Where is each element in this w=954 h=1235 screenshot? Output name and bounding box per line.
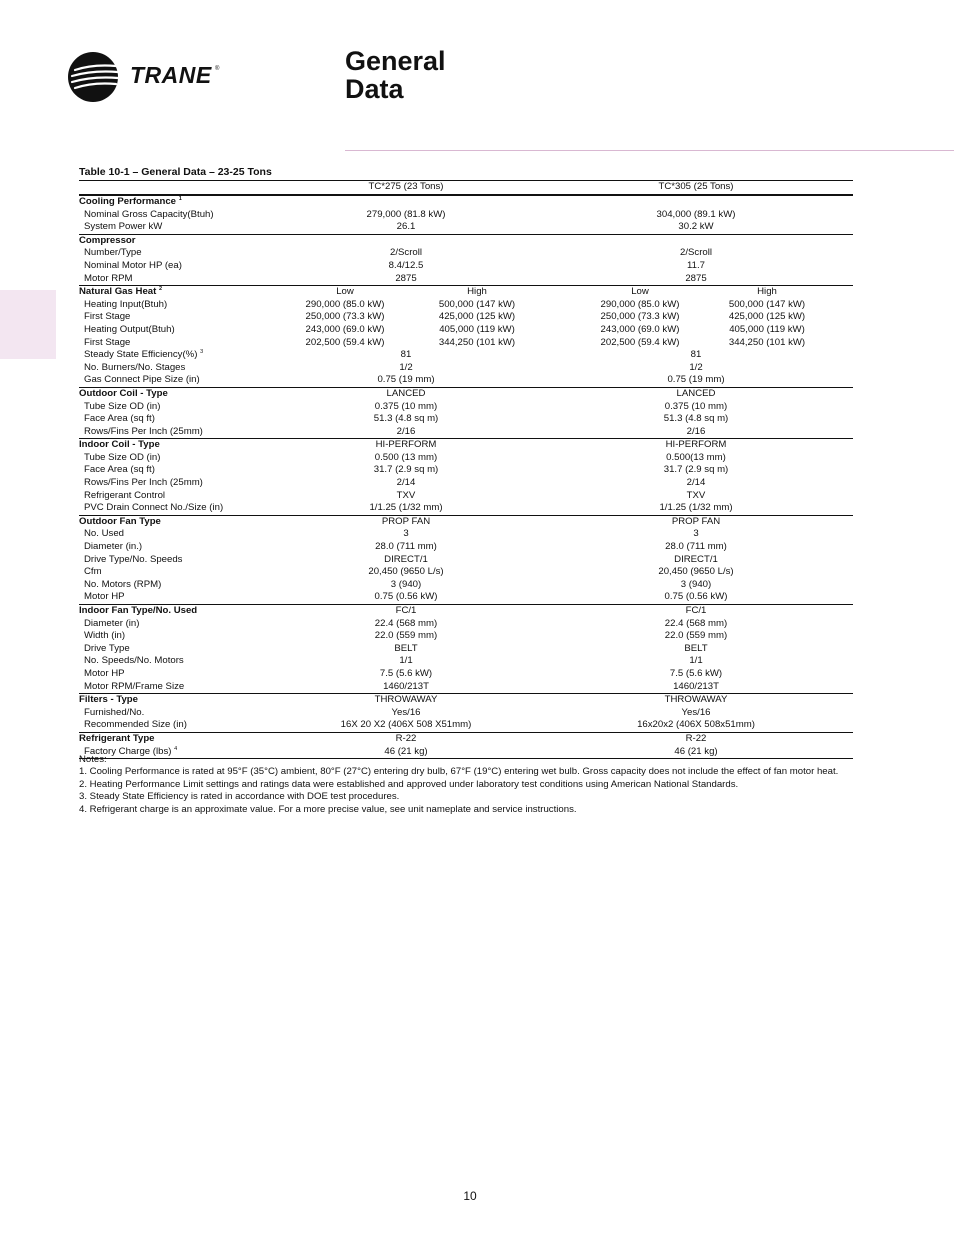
value-tc275-low: 202,500 (59.4 kW) [305, 336, 385, 348]
notes-heading: Notes: [79, 754, 107, 765]
row-label: Compressor [79, 234, 136, 246]
note-item-3: 3. Steady State Efficiency is rated in accordance with DOE test procedures. [79, 791, 400, 803]
value-tc275: 0.375 (10 mm) [374, 400, 438, 412]
value-tc305: 7.5 (5.6 kW) [669, 667, 723, 679]
value-tc275: 46 (21 kg) [384, 745, 428, 757]
value-tc275: 81 [400, 349, 412, 361]
table-row [79, 618, 853, 631]
table-row [79, 643, 853, 656]
value-tc305: 3 (940) [680, 578, 712, 590]
value-tc275: BELT [394, 642, 418, 654]
brand-name: TRANE [130, 62, 212, 88]
value-tc275: TXV [396, 489, 416, 501]
table-row [79, 209, 853, 222]
row-label: Motor HP [84, 667, 125, 679]
table-row [79, 247, 853, 260]
value-tc305: 30.2 kW [678, 221, 714, 233]
value-tc275-high: 500,000 (147 kW) [438, 298, 516, 310]
value-tc305: 1/1.25 (1/32 mm) [659, 502, 733, 514]
row-label: No. Speeds/No. Motors [84, 655, 184, 667]
table-row [79, 668, 853, 681]
note-item-2: 2. Heating Performance Limit settings and ratings data were established and approved under laboratory test conditions using American National Standards. [79, 778, 739, 790]
value-tc275: HI-PERFORM [375, 439, 437, 451]
row-label: Outdoor Fan Type [79, 515, 161, 527]
value-tc275: 26.1 [396, 221, 416, 233]
value-tc305: 51.3 (4.8 sq m) [663, 413, 729, 425]
section-side-tab [0, 290, 56, 359]
value-tc275: 51.3 (4.8 sq m) [373, 413, 439, 425]
table-title: Table 10-1 – General Data – 23-25 Tons [79, 166, 272, 178]
row-label: Nominal Gross Capacity(Btuh) [84, 208, 214, 220]
value-tc305: 0.375 (10 mm) [664, 400, 728, 412]
row-label: Heating Output(Btuh) [84, 323, 175, 335]
value-tc275: 1/1.25 (1/32 mm) [369, 502, 443, 514]
value-tc305: R-22 [685, 732, 707, 744]
table-row [79, 260, 853, 273]
row-label-wrap [79, 196, 182, 209]
value-tc305: HI-PERFORM [665, 439, 727, 451]
row-label: Furnished/No. [84, 706, 145, 718]
row-label: Cooling Performance [79, 196, 177, 207]
row-label: Refrigerant Control [84, 489, 166, 501]
table-row [79, 541, 853, 554]
footnote-ref: 3 [200, 349, 204, 356]
table-row [79, 566, 853, 579]
row-label: Motor RPM [84, 272, 133, 284]
value-tc305: THROWAWAY [664, 694, 728, 706]
value-tc275: FC/1 [395, 605, 417, 616]
value-tc305: 3 [693, 528, 699, 540]
value-tc305: 2875 [685, 272, 707, 284]
table-row [79, 630, 853, 643]
value-tc305: 1/1 [689, 655, 703, 667]
value-tc305: BELT [684, 642, 708, 654]
row-label: Factory Charge (lbs) [84, 745, 172, 757]
row-label: Natural Gas Heat [79, 286, 157, 298]
table-row [79, 349, 853, 362]
row-label: Indoor Fan Type/No. Used [79, 605, 198, 616]
table-row [79, 554, 853, 567]
table-row [79, 579, 853, 592]
value-tc305: 11.7 [687, 259, 705, 271]
value-tc305: 2/16 [686, 425, 706, 437]
row-label: Width (in) [84, 630, 126, 642]
table-row [79, 707, 853, 720]
value-tc305: 1460/213T [673, 680, 719, 692]
value-tc275: 279,000 (81.8 kW) [366, 208, 446, 220]
page-title [345, 47, 446, 103]
table-row [79, 221, 853, 234]
row-label: Filters - Type [79, 694, 138, 706]
table-row [79, 502, 853, 515]
row-label: No. Burners/No. Stages [84, 361, 186, 373]
table-section-row [79, 387, 853, 401]
value-tc275: 1460/213T [383, 680, 429, 692]
value-tc305: PROP FAN [671, 515, 721, 527]
footnote-ref: 4 [174, 745, 178, 752]
table-row [79, 413, 853, 426]
table-row [79, 299, 853, 312]
row-label: Tube Size OD (in) [84, 451, 161, 463]
value-tc305-high: 425,000 (125 kW) [728, 311, 806, 323]
row-label-wrap [79, 286, 162, 299]
value-tc275-high: 344,250 (101 kW) [438, 336, 516, 348]
value-tc275: R-22 [395, 732, 417, 744]
table-row [79, 362, 853, 375]
row-label: Recommended Size (in) [84, 719, 187, 731]
table-section-row [79, 438, 853, 452]
value-tc275: 0.75 (19 mm) [377, 374, 435, 386]
value-tc275: 0.75 (0.56 kW) [374, 591, 438, 603]
table-section-row [79, 693, 853, 707]
value-tc275: 2/16 [396, 425, 416, 437]
brand-registered-mark: ® [215, 66, 220, 72]
value-tc275: 2875 [395, 272, 417, 284]
row-label: System Power kW [84, 221, 163, 233]
table-section-row [79, 285, 853, 299]
note-item-1: 1. Cooling Performance is rated at 95°F (35°C) ambient, 80°F (27°C) entering dry bulb, 67°F (19°C) entering wet bulb. Gross capacity does not include the effect of fan motor heat. [79, 766, 839, 778]
row-label: Steady State Efficiency(%) [84, 349, 198, 361]
row-label: Cfm [84, 566, 102, 578]
value-tc275: 7.5 (5.6 kW) [379, 667, 433, 679]
page-title-line-1: General [345, 46, 446, 76]
value-tc305-low: 250,000 (73.3 kW) [600, 311, 680, 323]
table-row [79, 490, 853, 503]
row-label: Outdoor Coil - Type [79, 387, 168, 399]
table-row [79, 528, 853, 541]
notes-section [79, 754, 854, 816]
column-header-tc305: TC*305 (25 Tons) [658, 181, 734, 192]
table-row [79, 337, 853, 350]
row-label: Refrigerant Type [79, 732, 155, 744]
row-label: PVC Drain Connect No./Size (in) [84, 502, 224, 514]
value-tc275: 0.500 (13 mm) [374, 451, 438, 463]
value-tc305: 28.0 (711 mm) [665, 541, 727, 553]
value-tc305: Yes/16 [681, 706, 711, 718]
row-label: Motor RPM/Frame Size [84, 680, 185, 692]
value-tc305-low: 243,000 (69.0 kW) [600, 323, 680, 335]
row-label: Diameter (in) [84, 617, 140, 629]
table-section-row [79, 515, 853, 529]
value-tc305: 0.75 (19 mm) [667, 374, 725, 386]
footnote-ref: 1 [178, 196, 182, 202]
value-tc275: 31.7 (2.9 sq m) [373, 464, 439, 476]
row-label: Tube Size OD (in) [84, 400, 161, 412]
value-tc275: 22.4 (568 mm) [374, 617, 438, 629]
value-tc275-high: High [467, 286, 487, 298]
value-tc305: 0.75 (0.56 kW) [664, 591, 728, 603]
table-row [79, 655, 853, 668]
value-tc305-low: 290,000 (85.0 kW) [600, 298, 680, 310]
value-tc305-low: Low [631, 286, 649, 298]
value-tc275: 2/Scroll [390, 247, 422, 259]
value-tc275: Yes/16 [391, 706, 421, 718]
value-tc305-high: 344,250 (101 kW) [728, 336, 806, 348]
value-tc275-high: 405,000 (119 kW) [439, 323, 515, 335]
table-section-row [79, 195, 853, 209]
table-row [79, 426, 853, 439]
value-tc305: 31.7 (2.9 sq m) [663, 464, 729, 476]
row-label: Nominal Motor HP (ea) [84, 259, 182, 271]
row-label: Indoor Coil - Type [79, 439, 160, 451]
footnote-ref: 2 [158, 286, 163, 293]
table-row [79, 273, 853, 286]
value-tc305: 81 [690, 349, 702, 361]
table-header-row [79, 180, 853, 195]
value-tc275: 3 (940) [390, 578, 422, 590]
table-row [79, 374, 853, 387]
table-row [79, 681, 853, 694]
value-tc305: 0.500(13 mm) [666, 451, 726, 463]
table-row [79, 452, 853, 465]
row-label: Face Area (sq ft) [84, 413, 155, 425]
value-tc305-high: High [757, 286, 777, 298]
row-label: Drive Type/No. Speeds [84, 553, 183, 565]
value-tc275: LANCED [386, 387, 426, 399]
value-tc305: TXV [686, 489, 706, 501]
table-row [79, 591, 853, 604]
row-label: No. Used [84, 528, 124, 540]
value-tc275: 2/14 [396, 477, 416, 489]
value-tc275: 3 [403, 528, 409, 540]
value-tc275: PROP FAN [381, 515, 431, 527]
column-header-tc275: TC*275 (23 Tons) [368, 181, 444, 192]
page-title-line-2: Data [345, 74, 404, 104]
table-section-row [79, 234, 853, 248]
row-label: Heating Input(Btuh) [84, 298, 168, 310]
value-tc275: 8.4/12.5 [388, 259, 424, 271]
value-tc275: 16X 20 X2 (406X 508 X51mm) [340, 719, 472, 731]
value-tc275-low: Low [336, 286, 354, 298]
row-label: No. Motors (RPM) [84, 578, 162, 590]
value-tc305: 22.0 (559 mm) [664, 630, 728, 642]
value-tc275: 28.0 (711 mm) [375, 541, 437, 553]
value-tc305: 304,000 (89.1 kW) [656, 208, 736, 220]
row-label: Rows/Fins Per Inch (25mm) [84, 425, 203, 437]
table-row [79, 324, 853, 337]
value-tc275: 20,450 (9650 L/s) [368, 566, 444, 578]
row-label: Face Area (sq ft) [84, 464, 155, 476]
value-tc275: 1/2 [399, 361, 413, 373]
value-tc305: LANCED [676, 387, 716, 399]
row-label: Motor HP [84, 591, 125, 603]
table-row [79, 464, 853, 477]
value-tc275-high: 425,000 (125 kW) [438, 311, 516, 323]
row-label: Number/Type [84, 247, 142, 259]
note-item-4: 4. Refrigerant charge is an approximate value. For a more precise value, see unit nameplate and service instructions. [79, 803, 577, 815]
value-tc305-high: 500,000 (147 kW) [728, 298, 806, 310]
value-tc275: DIRECT/1 [384, 553, 428, 565]
value-tc275-low: 250,000 (73.3 kW) [305, 311, 385, 323]
value-tc305-high: 405,000 (119 kW) [729, 323, 805, 335]
general-data-table [79, 180, 853, 759]
value-tc305: DIRECT/1 [674, 553, 718, 565]
value-tc305: 46 (21 kg) [674, 745, 718, 757]
row-label: First Stage [84, 336, 131, 348]
row-label: Rows/Fins Per Inch (25mm) [84, 477, 203, 489]
table-row [79, 401, 853, 414]
row-label: Gas Connect Pipe Size (in) [84, 374, 200, 386]
table-row [79, 477, 853, 490]
row-label: First Stage [84, 311, 131, 323]
table-section-row [79, 604, 853, 618]
value-tc305: 1/2 [689, 361, 703, 373]
value-tc275-low: 243,000 (69.0 kW) [305, 323, 385, 335]
value-tc305: 2/Scroll [680, 247, 712, 259]
table-row [79, 311, 853, 324]
value-tc275-low: 290,000 (85.0 kW) [305, 298, 385, 310]
row-label: Drive Type [84, 642, 130, 654]
value-tc305: 2/14 [686, 477, 706, 489]
value-tc305: FC/1 [685, 605, 707, 616]
value-tc275: 22.0 (559 mm) [374, 630, 438, 642]
value-tc305: 22.4 (568 mm) [664, 617, 728, 629]
table-section-row [79, 732, 853, 746]
value-tc275: 1/1 [399, 655, 413, 667]
table-row [79, 719, 853, 732]
page-number: 10 [463, 1189, 477, 1203]
title-divider [345, 150, 954, 151]
row-label-wrap [84, 349, 203, 362]
value-tc305-low: 202,500 (59.4 kW) [600, 336, 680, 348]
value-tc305: 16x20x2 (406X 508x51mm) [637, 719, 755, 731]
value-tc275: THROWAWAY [374, 694, 438, 706]
value-tc305: 20,450 (9650 L/s) [658, 566, 734, 578]
row-label: Diameter (in.) [84, 541, 143, 553]
